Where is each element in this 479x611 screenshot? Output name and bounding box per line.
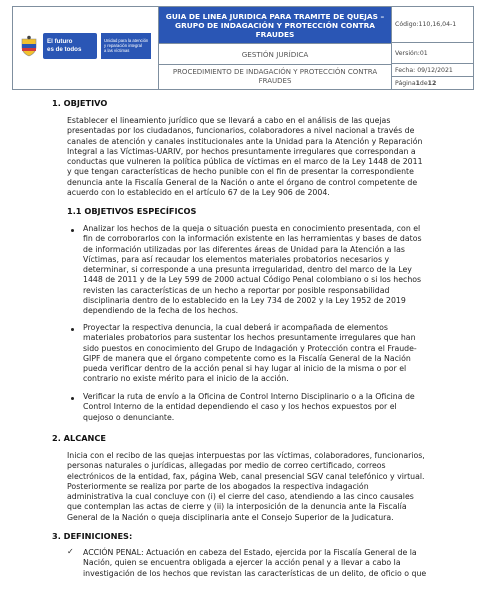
document-title: GUIA DE LINEA JURIDICA PARA TRAMITE DE QUEJAS – GRUPO DE INDAGACIÓN Y PROTECCIÓN CONTRA FRAUDES xyxy=(165,11,385,39)
text-line: presentadas por los ciudadanos, funcionarios, colaboradores a nivel nacional a través de xyxy=(67,126,415,136)
procedure-label: PROCEDIMIENTO DE INDAGACIÓN Y PROTECCIÓN CONTRA FRAUDES xyxy=(172,68,378,85)
page-indicator xyxy=(392,77,474,89)
brand-sub-line1: Unidad para la atención xyxy=(104,38,149,43)
bullet-item-analizar xyxy=(83,224,465,317)
text-line: pueda verificar dentro de la acción penal si hay lugar al inicio de la misma o por el xyxy=(83,364,407,374)
text-line: determinar, si corresponde a una presunta irregularidad, dentro del marco de la Ley xyxy=(83,265,412,275)
text-line: disciplinaria dentro de lo establecido en la Ley 734 de 2002 y la Ley 1952 de 2019 xyxy=(83,296,406,306)
text-line: canales de atención y canales institucionales ante la Unidad para la Atención y Reparación xyxy=(67,136,423,146)
brand-subtitle xyxy=(101,33,151,59)
section-objetivo-title: 1. OBJETIVO xyxy=(52,98,108,108)
brand-line1: El futuro xyxy=(47,38,73,45)
brand-line2: es de todos xyxy=(47,46,82,53)
page-prefix: Página xyxy=(395,79,416,87)
logo xyxy=(19,33,151,59)
section-alcance-body xyxy=(67,451,465,523)
area-label: GESTIÓN JURÍDICA xyxy=(159,44,391,65)
text-line: y que tengan características de hecho punible con el fin de presentar la correspondiente xyxy=(67,167,414,177)
document-version: Versión:01 xyxy=(392,44,474,64)
document-meta xyxy=(391,7,474,89)
bullet-dot xyxy=(71,229,74,232)
text-line: denuncia ante la Fiscalía General de la Nación o ante el órgano de control competente de xyxy=(67,177,418,187)
bullet-dot xyxy=(71,397,74,400)
text-line: dependiendo de la fecha de los hechos. xyxy=(83,306,239,316)
text-line: administrativa la cual concluye con (i) el cierre del caso, atendiendo a las cinco causales xyxy=(67,492,414,502)
text-line: acuerdo con lo establecido en el artículo 67 de la Ley 906 de 2004. xyxy=(67,188,330,198)
section-objetivos-especificos-title: 1.1 OBJETIVOS ESPECÍFICOS xyxy=(67,206,197,216)
bullet-item-proyectar xyxy=(83,323,465,385)
coat-of-arms-icon xyxy=(19,35,39,57)
text-line: personas naturales o jurídicas, allegadas por medio de correo certificado, correos xyxy=(67,461,386,471)
text-line: Proyectar la respectiva denuncia, la cual deberá ir acompañada de elementos xyxy=(83,323,388,332)
text-line: que contemplan las actas de cierre y (ii) la interposición de la denuncia ante la Fiscalía xyxy=(67,502,407,512)
text-line: Control Interno de la entidad dependiendo el caso y los hechos expuestos por el xyxy=(83,402,397,412)
text-line: Nación, quien se encuentra obligada a ejercer la acción penal y a llevar a cabo la xyxy=(83,558,401,568)
section-objetivo-body xyxy=(67,116,465,198)
page-mid: de xyxy=(419,79,428,87)
text-line: investigación de los hechos que revistan las características de un delito, de oficio o que xyxy=(83,568,427,578)
document-header xyxy=(12,6,474,90)
page-total: 12 xyxy=(427,79,437,87)
text-line: electrónicos de la entidad, fax, página Web, canal presencial SGV canal telefónico y virtual. xyxy=(67,471,425,481)
text-line: de información utilizadas por las diferentes áreas de Unidad para la Atención a las xyxy=(83,244,405,254)
page-number: 1 xyxy=(415,79,420,87)
text-line: Integral a las Víctimas-UARIV, por hechos presuntamente irregulares que correspondan a xyxy=(67,146,416,156)
text-line: Establecer el lineamiento jurídico que se llevará a cabo en el análisis de las quejas xyxy=(67,116,391,125)
section-definiciones-title: 3. DEFINICIONES: xyxy=(52,531,133,541)
text-line: Posteriormente se realiza por parte de los abogados la respectiva indagación xyxy=(67,481,369,491)
checkmark-icon: ✓ xyxy=(67,547,74,556)
bullet-dot xyxy=(71,328,74,331)
text-line: Analizar los hechos de la queja o situación puesta en conocimiento presentada, con el xyxy=(83,224,421,233)
text-line: materiales probatorios para sustentar los hechos presuntamente irregulares que han xyxy=(83,333,416,343)
document-code: Código:110,16,04-1 xyxy=(392,7,474,43)
text-line: General de la Nación o queja disciplinaria ante el Consejo Superior de la Judicatura. xyxy=(67,512,394,522)
text-line: conductas que vulneren la política pública de víctimas en el marco de la Ley 1448 de 2011 xyxy=(67,157,423,167)
text-line: Inicia con el recibo de las quejas interpuestas por las víctimas, colaboradores, funcionarios, xyxy=(67,451,425,460)
brand-sub-line3: a las víctimas xyxy=(104,48,130,53)
brand-badge xyxy=(43,33,97,59)
text-line: quejoso o denunciante. xyxy=(83,412,175,422)
document-title-cell xyxy=(159,7,391,44)
text-line: Víctimas, para así recaudar los elementos materiales probatorios necesarios y xyxy=(83,254,390,264)
text-line: GIPF de manera que el órgano competente como es la Fiscalía General de la Nación xyxy=(83,353,411,363)
logo-cell xyxy=(13,7,159,89)
text-line: 1448 de 2011 y de la Ley 599 de 2000 actual Código Penal colombiano o si los hechos xyxy=(83,275,422,285)
text-line: fin de corroborarlos con la información existente en las herramientas y bases de datos xyxy=(83,234,422,244)
text-line: contrario no existe mérito para el inicio de la acción. xyxy=(83,374,289,384)
definition-accion-penal xyxy=(83,548,465,579)
document-date: Fecha: 09/12/2021 xyxy=(392,65,474,77)
brand-sub-line2: y reparación integral xyxy=(104,43,142,48)
section-alcance-title: 2. ALCANCE xyxy=(52,433,107,443)
bullet-item-verificar xyxy=(83,392,465,423)
text-line: ACCIÓN PENAL: Actuación en cabeza del Estado, ejercida por la Fiscalía General de la xyxy=(83,548,417,557)
text-line: Verificar la ruta de envío a la Oficina de Control Interno Disciplinario o a la Oficina de xyxy=(83,392,415,401)
text-line: sido puestos en conocimiento del Grupo de Indagación y Protección contra el Fraude- xyxy=(83,343,417,353)
text-line: revisten las características de un hecho a reportar por posible responsabilidad xyxy=(83,285,390,295)
